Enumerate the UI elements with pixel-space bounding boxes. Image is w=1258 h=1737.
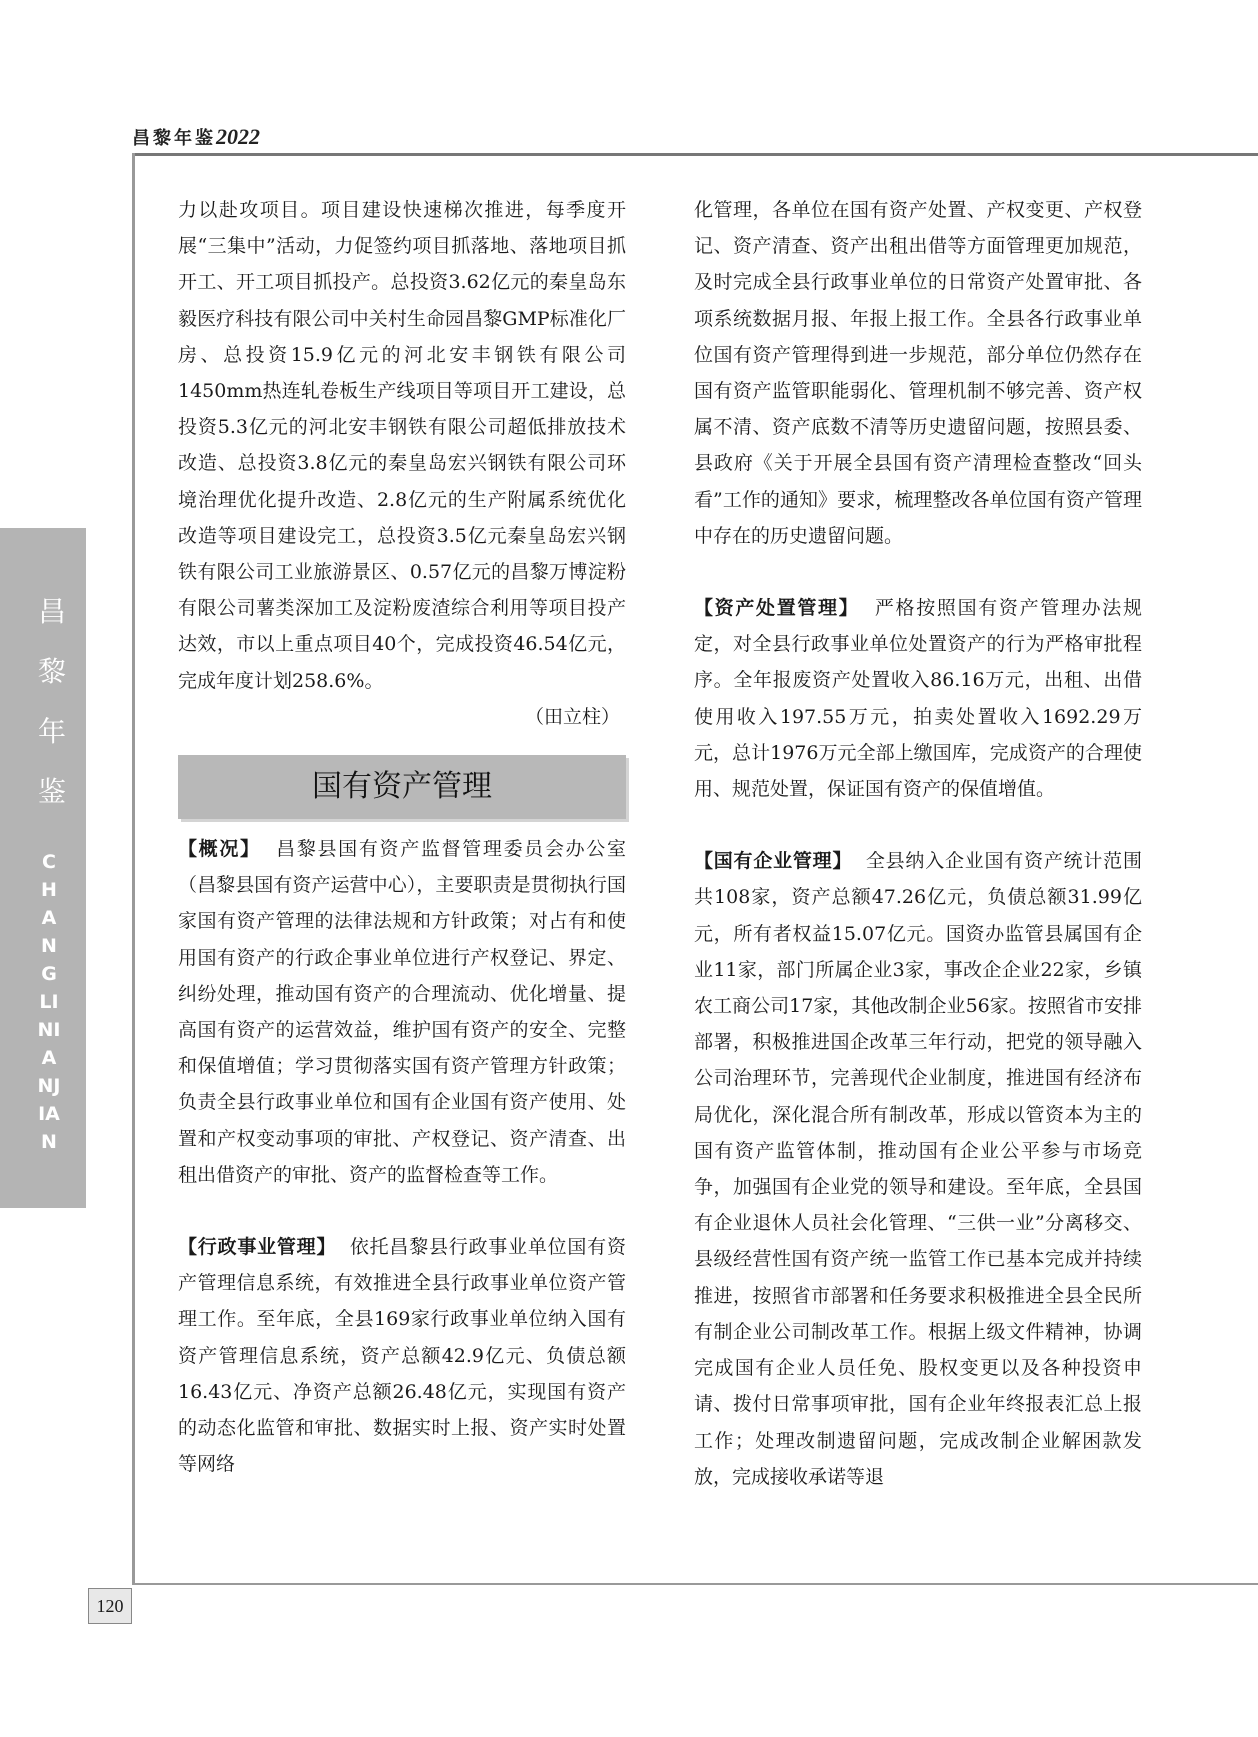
enterprise-title: 【国有企业管理】 bbox=[694, 850, 853, 873]
admin-text: 依托昌黎县行政事业单位国有资产管理信息系统，有效推进全县行政事业单位资产管理工作。至年底，全县169家行政事业单位纳入国有资产管理信息系统，资产总额42.9亿元、负债总额16.43亿元、净资产总额26.48亿元，实现国有资产的动态化监管和审批、数据实时上报、资产实时处置等网络 bbox=[178, 1236, 626, 1476]
admin-paragraph bbox=[178, 1229, 626, 1482]
side-tab-english: CHANGLINIANJIAN bbox=[37, 851, 61, 1153]
side-tab-chinese: 昌黎年鉴 bbox=[37, 595, 66, 808]
enterprise-paragraph bbox=[694, 843, 1142, 1495]
footer-rule bbox=[132, 1583, 1258, 1585]
left-column bbox=[178, 192, 626, 1483]
header-rule bbox=[132, 153, 1258, 156]
overview-title: 【概况】 bbox=[178, 838, 261, 861]
left-margin-rule bbox=[132, 153, 135, 1583]
header-year: 2022 bbox=[216, 124, 260, 149]
admin-continued-paragraph: 化管理，各单位在国有资产处置、产权变更、产权登记、资产清查、资产出租出借等方面管理更加规范，及时完成全县行政事业单位的日常资产处置审批、各项系统数据月报、年报上报工作。全县各行政事业单位国有资产管理得到进一步规范，部分单位仍然存在国有资产监管职能弱化、管理机制不够完善、资产权属不清、资产底数不清等历史遗留问题，按照县委、县政府《关于开展全县国有资产清理检查整改“回头看”工作的通知》要求，梳理整改各单位国有资产管理中存在的历史遗留问题。 bbox=[694, 199, 1142, 547]
admin-title: 【行政事业管理】 bbox=[178, 1236, 337, 1259]
disposal-text: 严格按照国有资产管理办法规定，对全县行政事业单位处置资产的行为严格审批程序。全年报废资产处置收入86.16万元，出租、出借使用收入197.55万元，拍卖处置收入1692.29万元，总计1976万元全部上缴国库，完成资产的合理使用、规范处置，保证国有资产的保值增值。 bbox=[694, 597, 1142, 801]
page-number: 120 bbox=[88, 1588, 132, 1624]
intro-paragraph: 力以赴攻项目。项目建设快速梯次推进，每季度开展“三集中”活动，力促签约项目抓落地、落地项目抓开工、开工项目抓投产。总投资3.62亿元的秦皇岛东毅医疗科技有限公司中关村生命园昌黎GMP标准化厂房、总投资15.9亿元的河北安丰钢铁有限公司1450mm热连轧卷板生产线项目等项目开工建设，总投资5.3亿元的河北安丰钢铁有限公司超低排放技术改造、总投资3.8亿元的秦皇岛宏兴钢铁有限公司环境治理优化提升改造、2.8亿元的生产附属系统优化改造等项目建设完工，总投资3.5亿元秦皇岛宏兴钢铁有限公司工业旅游景区、0.57亿元的昌黎万博淀粉有限公司薯类深加工及淀粉废渣综合利用等项目投产达效，市以上重点项目40个，完成投资46.54亿元，完成年度计划258.6%。 bbox=[178, 199, 626, 692]
header-title: 昌黎年鉴 bbox=[132, 128, 216, 149]
overview-paragraph bbox=[178, 831, 626, 1193]
running-header bbox=[132, 124, 260, 150]
author-credit: （田立柱） bbox=[524, 705, 620, 728]
overview-text: 昌黎县国有资产监督管理委员会办公室（昌黎县国有资产运营中心），主要职责是贯彻执行国家国有资产管理的法律法规和方针政策；对占有和使用国有资产的行政企事业单位进行产权登记、界定、纠纷处理，推动国有资产的合理流动、优化增量、提高国有资产的运营效益，维护国有资产的安全、完整和保值增值；学习贯彻落实国有资产管理方针政策；负责全县行政事业单位和国有企业国有资产使用、处置和产权变动事项的审批、产权登记、资产清查、出租出借资产的审批、资产的监督检查等工作。 bbox=[178, 838, 626, 1186]
disposal-paragraph bbox=[694, 590, 1142, 807]
right-column bbox=[694, 192, 1142, 1495]
section-heading: 国有资产管理 bbox=[178, 755, 626, 819]
enterprise-text: 全县纳入企业国有资产统计范围共108家，资产总额47.26亿元，负债总额31.99亿元，所有者权益15.07亿元。国资办监管县属国有企业11家，部门所属企业3家，事改企企业22家，乡镇农工商公司17家，其他改制企业56家。按照省市安排部署，积极推进国企改革三年行动，把党的领导融入公司治理环节，完善现代企业制度，推进国有经济布局优化，深化混合所有制改革，形成以管资本为主的国有资产监管体制，推动国有企业公平参与市场竞争，加强国有企业党的领导和建设。至年底，全县国有企业退休人员社会化管理、“三供一业”分离移交、县级经营性国有资产统一监管工作已基本完成并持续推进，按照省市部署和任务要求积极推进全县全民所有制企业公司制改革工作。根据上级文件精神，协调完成国有企业人员任免、股权变更以及各种投资申请、拨付日常事项审批，国有企业年终报表汇总上报工作；处理改制遗留问题，完成改制企业解困款发放，完成接收承诺等退 bbox=[694, 850, 1142, 1488]
disposal-title: 【资产处置管理】 bbox=[694, 597, 860, 620]
